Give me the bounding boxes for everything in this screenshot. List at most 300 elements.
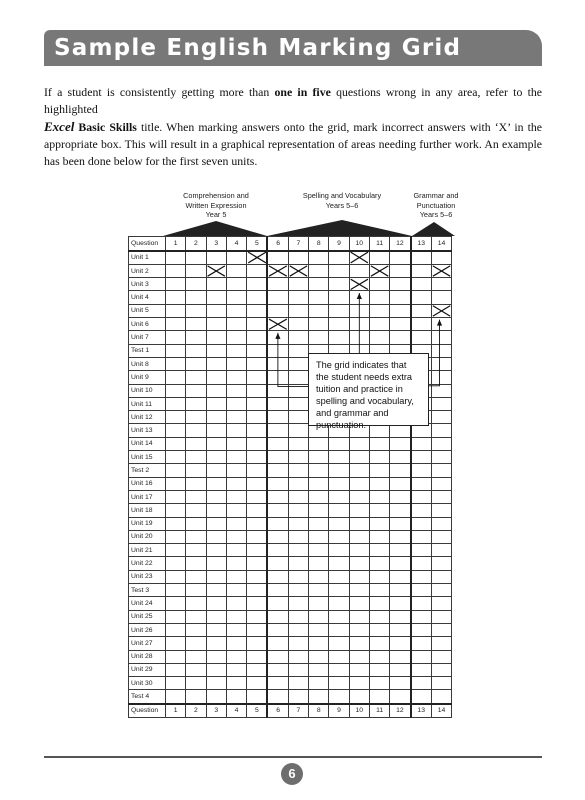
grid-cell bbox=[186, 344, 206, 357]
grid-cell bbox=[431, 663, 451, 676]
grid-cell bbox=[226, 637, 246, 650]
grid-cell bbox=[186, 477, 206, 490]
grid-cell bbox=[329, 464, 349, 477]
table-row bbox=[129, 517, 452, 530]
grid-cell bbox=[247, 251, 268, 265]
grid-cell bbox=[369, 451, 389, 464]
grid-cell bbox=[166, 304, 186, 317]
grid-cell bbox=[226, 517, 246, 530]
row-label: Test 4 bbox=[129, 690, 166, 704]
grid-cell bbox=[329, 557, 349, 570]
grid-cell bbox=[186, 464, 206, 477]
grid-cell bbox=[431, 397, 451, 410]
grid-cell bbox=[329, 278, 349, 291]
grid-cell bbox=[226, 344, 246, 357]
grid-cell bbox=[247, 570, 268, 583]
grid-cell bbox=[288, 557, 308, 570]
row-label: Unit 23 bbox=[129, 570, 166, 583]
grid-cell bbox=[186, 517, 206, 530]
grid-cell bbox=[288, 504, 308, 517]
grid-cell bbox=[267, 344, 288, 357]
row-label: Unit 5 bbox=[129, 304, 166, 317]
grid-cell bbox=[166, 650, 186, 663]
grid-cell bbox=[166, 490, 186, 503]
grid-cell bbox=[226, 490, 246, 503]
grid-cell bbox=[349, 530, 369, 543]
grid-cell bbox=[186, 610, 206, 623]
grid-cell bbox=[431, 557, 451, 570]
grid-cell bbox=[390, 477, 411, 490]
grid-cell bbox=[390, 318, 411, 331]
grid-cell bbox=[247, 477, 268, 490]
grid-cell bbox=[411, 304, 432, 317]
grid-cell bbox=[329, 544, 349, 557]
table-row bbox=[129, 437, 452, 450]
table-row bbox=[129, 677, 452, 690]
grid-cell bbox=[309, 610, 329, 623]
grid-cell bbox=[186, 264, 206, 277]
grid-cell bbox=[390, 530, 411, 543]
row-label: Unit 13 bbox=[129, 424, 166, 437]
grid-cell bbox=[431, 610, 451, 623]
grid-cell bbox=[166, 424, 186, 437]
grid-cell bbox=[349, 570, 369, 583]
grid-cell bbox=[186, 371, 206, 384]
grid-cell bbox=[390, 544, 411, 557]
grid-cell bbox=[186, 584, 206, 597]
row-label: Unit 7 bbox=[129, 331, 166, 344]
grid-cell bbox=[431, 517, 451, 530]
grid-cell bbox=[186, 557, 206, 570]
question-number: 5 bbox=[247, 704, 268, 718]
grid-cell bbox=[369, 278, 389, 291]
grid-cell bbox=[329, 451, 349, 464]
table-row bbox=[129, 557, 452, 570]
grid-cell bbox=[329, 504, 349, 517]
question-number: 9 bbox=[329, 237, 349, 251]
grid-cell bbox=[166, 623, 186, 636]
grid-cell bbox=[166, 504, 186, 517]
grid-cell bbox=[349, 264, 369, 277]
grid-cell bbox=[369, 318, 389, 331]
grid-cell bbox=[247, 384, 268, 397]
grid-cell bbox=[329, 597, 349, 610]
grid-cell bbox=[349, 690, 369, 704]
grid-cell bbox=[431, 477, 451, 490]
grid-cell bbox=[247, 424, 268, 437]
row-label: Unit 24 bbox=[129, 597, 166, 610]
grid-cell bbox=[206, 384, 226, 397]
grid-cell bbox=[288, 490, 308, 503]
grid-cell bbox=[247, 357, 268, 370]
grid-cell bbox=[411, 610, 432, 623]
grid-cell bbox=[329, 584, 349, 597]
grid-cell bbox=[349, 557, 369, 570]
table-row bbox=[129, 650, 452, 663]
grid-cell bbox=[226, 584, 246, 597]
grid-cell bbox=[267, 371, 288, 384]
grid-cell bbox=[247, 490, 268, 503]
grid-cell bbox=[166, 597, 186, 610]
question-label: Question bbox=[129, 237, 166, 251]
grid-cell bbox=[390, 291, 411, 304]
grid-cell bbox=[267, 318, 288, 331]
grid-cell bbox=[349, 637, 369, 650]
grid-cell bbox=[186, 490, 206, 503]
grid-cell bbox=[349, 331, 369, 344]
grid-cell bbox=[206, 264, 226, 277]
grid-cell bbox=[166, 344, 186, 357]
grid-cell bbox=[411, 477, 432, 490]
table-row bbox=[129, 544, 452, 557]
grid-cell bbox=[186, 411, 206, 424]
grid-cell bbox=[186, 544, 206, 557]
grid-cell bbox=[206, 677, 226, 690]
grid-cell bbox=[247, 584, 268, 597]
grid-cell bbox=[267, 291, 288, 304]
grid-cell bbox=[349, 291, 369, 304]
grid-cell bbox=[288, 278, 308, 291]
header-grammar-line1: Grammar and bbox=[413, 191, 459, 200]
grid-cell bbox=[186, 504, 206, 517]
grid-cell bbox=[431, 357, 451, 370]
grid-cell bbox=[206, 344, 226, 357]
grid-cell bbox=[309, 437, 329, 450]
grid-cell bbox=[329, 318, 349, 331]
grid-cell bbox=[390, 584, 411, 597]
grid-cell bbox=[309, 264, 329, 277]
grid-cell bbox=[166, 264, 186, 277]
grid-cell bbox=[411, 331, 432, 344]
grid-cell bbox=[206, 397, 226, 410]
grid-cell bbox=[267, 357, 288, 370]
table-row bbox=[129, 264, 452, 277]
grid-cell bbox=[267, 570, 288, 583]
grid-cell bbox=[247, 437, 268, 450]
grid-cell bbox=[267, 623, 288, 636]
grid-cell bbox=[431, 451, 451, 464]
table-row bbox=[129, 304, 452, 317]
grid-cell bbox=[369, 464, 389, 477]
roof-comprehension bbox=[163, 221, 267, 236]
question-number: 12 bbox=[390, 237, 411, 251]
grid-cell bbox=[309, 663, 329, 676]
grid-cell bbox=[206, 557, 226, 570]
grid-cell bbox=[309, 251, 329, 265]
grid-cell bbox=[431, 371, 451, 384]
grid-cell bbox=[226, 557, 246, 570]
grid-cell bbox=[267, 437, 288, 450]
grid-cell bbox=[166, 570, 186, 583]
row-label: Unit 27 bbox=[129, 637, 166, 650]
table-row bbox=[129, 584, 452, 597]
question-number: 7 bbox=[288, 237, 308, 251]
grid-cell bbox=[390, 623, 411, 636]
grid-cell bbox=[288, 318, 308, 331]
grid-cell bbox=[390, 251, 411, 265]
table-row bbox=[129, 610, 452, 623]
grid-cell bbox=[411, 584, 432, 597]
grid-cell bbox=[226, 650, 246, 663]
question-number: 10 bbox=[349, 704, 369, 718]
grid-cell bbox=[309, 304, 329, 317]
grid-cell bbox=[267, 264, 288, 277]
grid-cell bbox=[390, 677, 411, 690]
grid-cell bbox=[431, 464, 451, 477]
grid-cell bbox=[186, 384, 206, 397]
grid-cell bbox=[329, 251, 349, 265]
grid-cell bbox=[288, 384, 308, 397]
question-number: 11 bbox=[369, 237, 389, 251]
row-label: Unit 12 bbox=[129, 411, 166, 424]
grid-cell bbox=[186, 291, 206, 304]
grid-cell bbox=[206, 331, 226, 344]
grid-cell bbox=[390, 610, 411, 623]
grid-cell bbox=[329, 690, 349, 704]
grid-cell bbox=[309, 451, 329, 464]
grid-cell bbox=[309, 557, 329, 570]
grid-cell bbox=[267, 397, 288, 410]
grid-cell bbox=[288, 344, 308, 357]
grid-cell bbox=[226, 264, 246, 277]
grid-cell bbox=[349, 464, 369, 477]
grid-cell bbox=[226, 331, 246, 344]
grid-cell bbox=[329, 663, 349, 676]
grid-cell bbox=[329, 331, 349, 344]
grid-cell bbox=[390, 637, 411, 650]
grid-cell bbox=[431, 530, 451, 543]
grid-cell bbox=[226, 597, 246, 610]
grid-cell bbox=[288, 690, 308, 704]
grid-cell bbox=[247, 610, 268, 623]
grid-cell bbox=[166, 357, 186, 370]
grid-cell bbox=[247, 331, 268, 344]
grid-cell bbox=[411, 251, 432, 265]
grid-cell bbox=[226, 544, 246, 557]
grid-cell bbox=[267, 597, 288, 610]
grid-cell bbox=[288, 464, 308, 477]
grid-cell bbox=[186, 530, 206, 543]
grid-cell bbox=[309, 464, 329, 477]
grid-cell bbox=[411, 650, 432, 663]
grid-cell bbox=[431, 677, 451, 690]
grid-cell bbox=[431, 544, 451, 557]
grid-cell bbox=[267, 304, 288, 317]
question-number: 1 bbox=[166, 704, 186, 718]
grid-cell bbox=[329, 637, 349, 650]
grid-cell bbox=[411, 597, 432, 610]
grid-cell bbox=[226, 464, 246, 477]
grid-cell bbox=[166, 584, 186, 597]
grid-cell bbox=[267, 584, 288, 597]
grid-cell bbox=[431, 637, 451, 650]
table-row bbox=[129, 504, 452, 517]
question-number: 5 bbox=[247, 237, 268, 251]
grid-cell bbox=[166, 397, 186, 410]
question-number: 3 bbox=[206, 237, 226, 251]
grid-cell bbox=[226, 357, 246, 370]
grid-cell bbox=[431, 690, 451, 704]
table-row bbox=[129, 318, 452, 331]
grid-cell bbox=[390, 451, 411, 464]
grid-cell bbox=[309, 544, 329, 557]
grid-cell bbox=[288, 477, 308, 490]
grid-cell bbox=[390, 278, 411, 291]
grid-cell bbox=[206, 304, 226, 317]
grid-cell bbox=[206, 318, 226, 331]
grid-cell bbox=[329, 477, 349, 490]
grid-cell bbox=[166, 451, 186, 464]
grid-cell bbox=[267, 251, 288, 265]
row-label: Test 2 bbox=[129, 464, 166, 477]
question-number: 2 bbox=[186, 704, 206, 718]
grid-cell bbox=[431, 411, 451, 424]
question-number: 13 bbox=[411, 237, 432, 251]
grid-cell bbox=[390, 690, 411, 704]
grid-cell bbox=[166, 544, 186, 557]
grid-cell bbox=[247, 530, 268, 543]
grid-cell bbox=[186, 650, 206, 663]
grid-cell bbox=[309, 690, 329, 704]
grid-cell bbox=[206, 597, 226, 610]
grid-cell bbox=[431, 504, 451, 517]
question-footer-row bbox=[129, 704, 452, 718]
row-label: Unit 17 bbox=[129, 490, 166, 503]
question-header-row bbox=[129, 237, 452, 251]
grid-cell bbox=[226, 610, 246, 623]
grid-cell bbox=[206, 490, 226, 503]
grid-cell bbox=[349, 610, 369, 623]
grid-cell bbox=[267, 477, 288, 490]
grid-cell bbox=[247, 318, 268, 331]
grid-cell bbox=[267, 411, 288, 424]
grid-cell bbox=[329, 677, 349, 690]
grid-cell bbox=[349, 544, 369, 557]
grid-cell bbox=[309, 477, 329, 490]
grid-cell bbox=[166, 610, 186, 623]
grid-cell bbox=[247, 677, 268, 690]
grid-cell bbox=[390, 517, 411, 530]
table-row bbox=[129, 464, 452, 477]
grid-cell bbox=[247, 517, 268, 530]
grid-cell bbox=[206, 504, 226, 517]
grid-cell bbox=[411, 318, 432, 331]
question-number: 2 bbox=[186, 237, 206, 251]
grid-cell bbox=[431, 331, 451, 344]
grid-cell bbox=[247, 597, 268, 610]
table-row bbox=[129, 623, 452, 636]
grid-cell bbox=[369, 677, 389, 690]
table-row bbox=[129, 451, 452, 464]
grid-cell bbox=[166, 278, 186, 291]
grid-cell bbox=[288, 677, 308, 690]
grid-cell bbox=[206, 371, 226, 384]
question-number: 9 bbox=[329, 704, 349, 718]
grid-cell bbox=[226, 291, 246, 304]
grid-cell bbox=[390, 264, 411, 277]
row-label: Unit 8 bbox=[129, 357, 166, 370]
grid-cell bbox=[349, 304, 369, 317]
grid-cell bbox=[431, 597, 451, 610]
grid-cell bbox=[329, 623, 349, 636]
grid-cell bbox=[309, 584, 329, 597]
grid-cell bbox=[166, 291, 186, 304]
grid-cell bbox=[206, 424, 226, 437]
grid-cell bbox=[431, 650, 451, 663]
grid-cell bbox=[267, 637, 288, 650]
grid-cell bbox=[288, 304, 308, 317]
question-number: 7 bbox=[288, 704, 308, 718]
grid-cell bbox=[369, 517, 389, 530]
grid-cell bbox=[288, 610, 308, 623]
grid-cell bbox=[226, 677, 246, 690]
question-number: 6 bbox=[267, 237, 288, 251]
header-spelling-line1: Spelling and Vocabulary bbox=[302, 191, 382, 200]
grid-cell bbox=[206, 251, 226, 265]
grid-cell bbox=[288, 544, 308, 557]
header-grammar-line2: Punctuation bbox=[416, 200, 456, 210]
question-number: 4 bbox=[226, 237, 246, 251]
page-title: Sample English Marking Grid bbox=[54, 35, 462, 61]
question-number: 14 bbox=[431, 704, 451, 718]
grid-cell bbox=[369, 504, 389, 517]
header-comprehension-line2: Written Expression bbox=[185, 200, 247, 210]
grid-cell bbox=[247, 291, 268, 304]
grid-cell bbox=[369, 544, 389, 557]
grid-cell bbox=[390, 504, 411, 517]
grid-cell bbox=[247, 544, 268, 557]
grid-cell bbox=[349, 318, 369, 331]
grid-cell bbox=[369, 557, 389, 570]
question-number: 8 bbox=[309, 704, 329, 718]
grid-cell bbox=[186, 251, 206, 265]
roof-spelling bbox=[267, 220, 412, 236]
grid-cell bbox=[206, 451, 226, 464]
question-number: 4 bbox=[226, 704, 246, 718]
grid-cell bbox=[247, 371, 268, 384]
grid-cell bbox=[369, 477, 389, 490]
grid-cell bbox=[226, 384, 246, 397]
grid-cell bbox=[206, 411, 226, 424]
row-label: Unit 18 bbox=[129, 504, 166, 517]
grid-cell bbox=[226, 437, 246, 450]
grid-cell bbox=[288, 597, 308, 610]
grid-cell bbox=[186, 637, 206, 650]
grid-cell bbox=[349, 517, 369, 530]
table-row bbox=[129, 278, 452, 291]
grid-cell bbox=[411, 530, 432, 543]
row-label: Unit 2 bbox=[129, 264, 166, 277]
grid-cell bbox=[226, 424, 246, 437]
grid-cell bbox=[309, 490, 329, 503]
grid-cell bbox=[390, 663, 411, 676]
grid-cell bbox=[267, 424, 288, 437]
row-label: Unit 15 bbox=[129, 451, 166, 464]
grid-cell bbox=[309, 278, 329, 291]
grid-cell bbox=[226, 623, 246, 636]
grid-cell bbox=[309, 318, 329, 331]
grid-cell bbox=[329, 437, 349, 450]
grid-cell bbox=[431, 318, 451, 331]
grid-cell bbox=[411, 451, 432, 464]
grid-cell bbox=[411, 637, 432, 650]
grid-cell bbox=[166, 637, 186, 650]
grid-cell bbox=[186, 318, 206, 331]
row-label: Unit 21 bbox=[129, 544, 166, 557]
callout-box: The grid indicates that the student needs extra tuition and practice in spelling and vocabulary, and grammar and punctuation. bbox=[308, 353, 429, 426]
grid-cell bbox=[369, 570, 389, 583]
grid-cell bbox=[247, 411, 268, 424]
